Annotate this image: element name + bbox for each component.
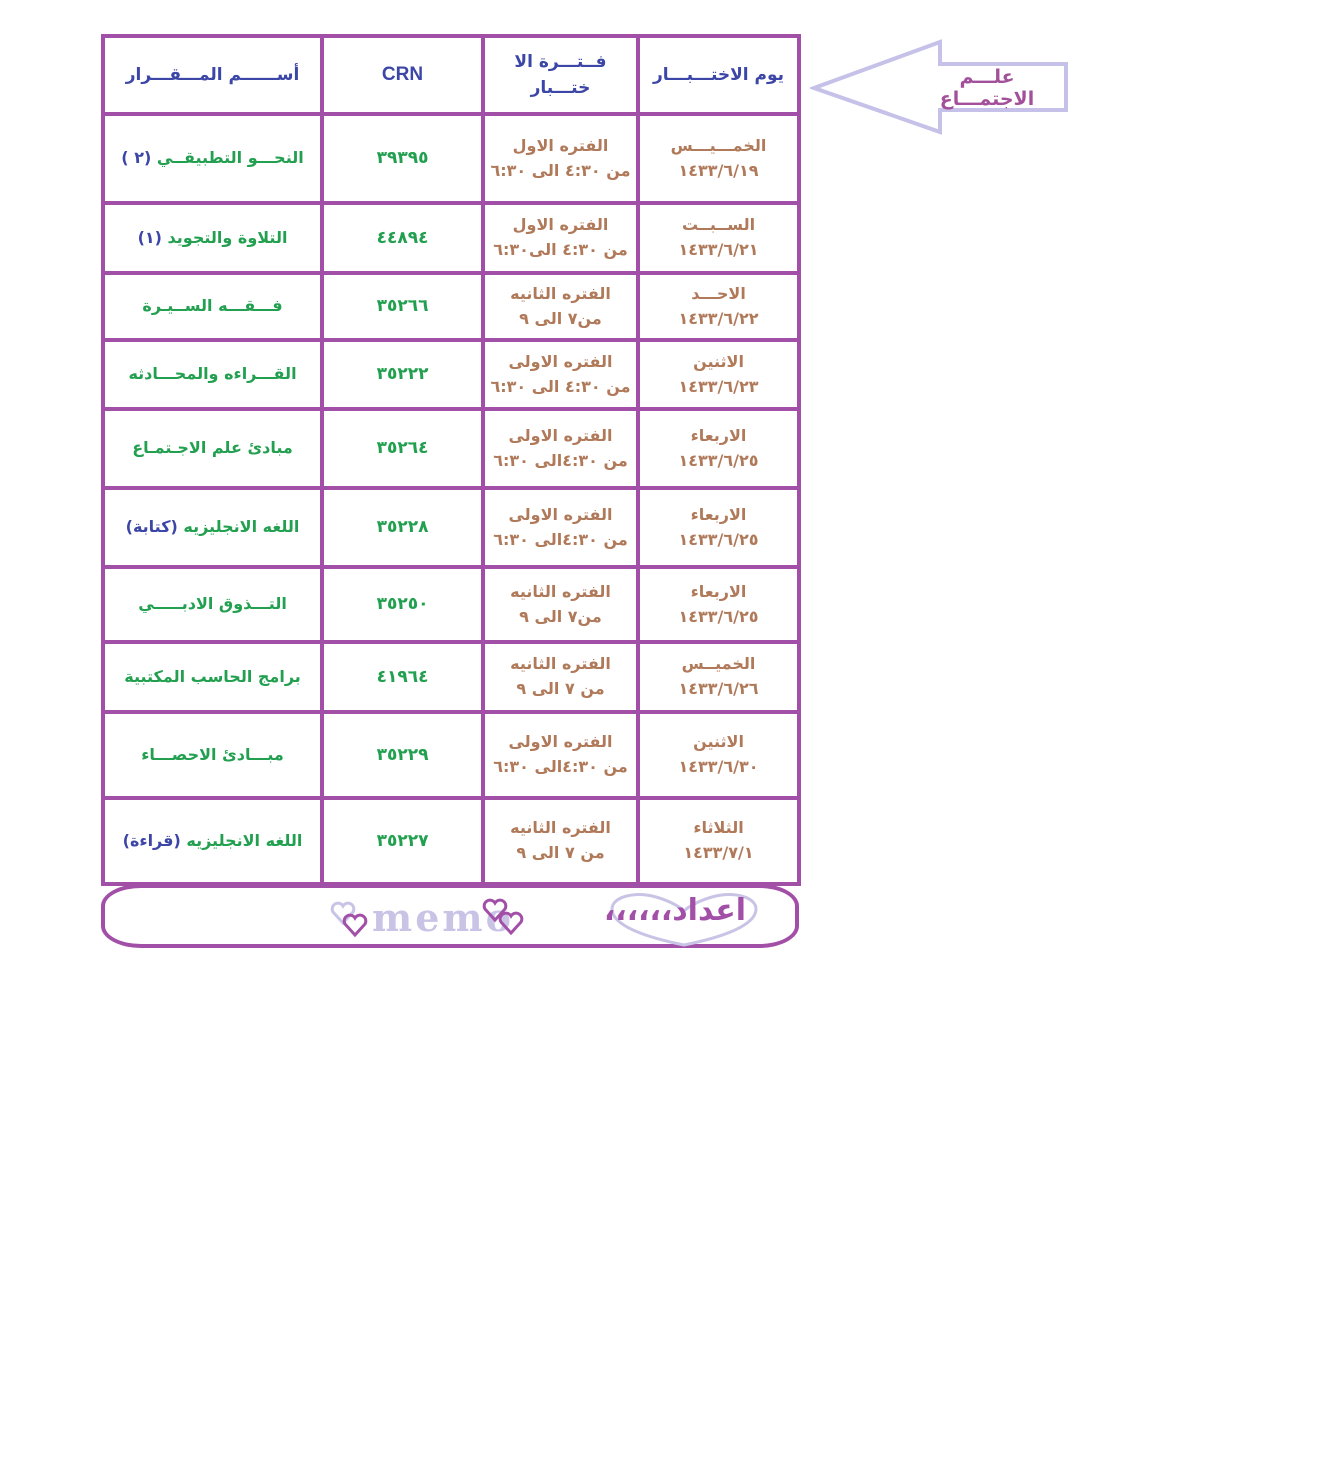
exam-time: من ٤:٣٠ الى٦:٣٠ (493, 240, 628, 259)
exam-day: الاحـــد (691, 283, 746, 303)
course-cell (105, 411, 320, 486)
course-name-line (121, 146, 303, 171)
exam-time: من ٤:٣٠ الى ٦:٣٠ (490, 376, 631, 396)
exam-day: الاثنين (693, 732, 744, 752)
exam-date: ١٤٣٣/٦/٢٢ (678, 308, 759, 328)
course-suffix: (كتابة) (125, 517, 178, 537)
course-name: اللغه الانجليزيه (183, 517, 300, 537)
course-name-line (126, 515, 300, 540)
exam-time: من٧ الى ٩ (519, 606, 602, 626)
exam-day: الســبــت (681, 215, 756, 235)
exam-period: الفتره الثانيه (510, 818, 611, 838)
exam-time: من ٤:٣٠الى ٦:٣٠ (493, 529, 628, 549)
exam-period-cell (485, 644, 636, 710)
exam-date: ١٤٣٣/٦/٢٥ (678, 450, 759, 470)
table-border-line (797, 34, 801, 886)
exam-date: ١٤٣٣/٦/٢٥ (678, 529, 759, 549)
exam-period: الفتره الاولى (508, 425, 613, 445)
course-name-line (138, 592, 287, 617)
exam-time: من ٤:٣٠الى ٦:٣٠ (493, 757, 628, 776)
course-cell (105, 490, 320, 565)
course-name: برامج الحاسب المكتبية (124, 666, 301, 686)
exam-date: ١٤٣٣/٦/٢٣ (678, 376, 759, 396)
exam-time: من ٤:٣٠الى ٦:٣٠ (493, 450, 628, 470)
course-name: فـــقـــه الســيـرة (142, 296, 283, 316)
exam-day-cell (640, 275, 797, 338)
exam-day-cell (640, 800, 797, 882)
course-name-line (123, 829, 303, 854)
exam-period-cell (485, 411, 636, 486)
course-cell (105, 205, 320, 271)
exam-period: الفتره الثانيه (510, 283, 611, 303)
exam-date: ١٤٣٣/٧/١ (683, 843, 754, 862)
exam-period-cell (485, 205, 636, 271)
exam-time: من ٤:٣٠ الى ٦:٣٠ (490, 160, 631, 180)
exam-period: الفتره الاول (512, 215, 609, 235)
header-crn: CRN (381, 64, 424, 86)
exam-day: الاربعاء (690, 504, 747, 524)
exam-day: الثلاثاء (693, 818, 744, 838)
course-suffix: (٢ ) (121, 148, 152, 168)
exam-day: الاربعاء (690, 425, 747, 445)
course-cell (105, 800, 320, 882)
crn-cell: ٣٥٢٦٦ (376, 296, 429, 317)
exam-period: الفتره الاول (512, 135, 609, 155)
course-cell (105, 644, 320, 710)
header-period: فــتـــرة الا ختـــبار (514, 51, 607, 98)
course-name-line (141, 743, 284, 768)
exam-period-cell (485, 800, 636, 882)
course-suffix: (١) (137, 227, 162, 247)
crn-cell: ٣٥٢٦٤ (376, 438, 429, 459)
course-name-line (128, 362, 296, 387)
exam-day-cell (640, 490, 797, 565)
exam-period-cell (485, 490, 636, 565)
exam-period: الفتره الاولى (508, 732, 613, 752)
exam-schedule-table (101, 34, 801, 886)
course-name-line (138, 226, 288, 251)
exam-day: الاربعاء (690, 581, 747, 601)
exam-day: الاثنين (693, 351, 744, 371)
crn-cell: ٣٥٢٢٧ (376, 830, 429, 851)
exam-period-cell (485, 116, 636, 201)
exam-period-cell (485, 714, 636, 796)
exam-period: الفتره الاولى (508, 351, 613, 371)
exam-period: الفتره الثانيه (510, 654, 611, 674)
exam-day-cell (640, 644, 797, 710)
course-name-line (142, 294, 282, 319)
exam-date: ١٤٣٣/٦/٢١ (678, 240, 759, 259)
exam-period-cell (485, 569, 636, 640)
heart-icon (498, 910, 524, 936)
course-name: مبادئ علم الاجـتمـاع (132, 438, 293, 458)
signature-memo: memo (372, 895, 514, 940)
exam-date: ١٤٣٣/٦/٣٠ (678, 757, 759, 776)
course-name: مبـــادئ الاحصـــاء (141, 744, 284, 764)
course-name: التـــذوق الادبـــــي (138, 594, 287, 614)
exam-period: الفتره الثانيه (510, 581, 611, 601)
exam-time: من ٧ الى ٩ (516, 843, 605, 862)
crn-cell: ٣٥٢٢٢ (376, 364, 429, 385)
crn-cell: ٣٥٢٥٠ (376, 594, 429, 615)
course-name-line (124, 665, 301, 690)
prepared-by: اعداد،،،،،، (603, 893, 747, 928)
exam-day-cell (640, 714, 797, 796)
exam-period-cell (485, 342, 636, 407)
exam-day-cell (640, 411, 797, 486)
course-name-line (132, 436, 293, 461)
exam-period-cell (485, 275, 636, 338)
exam-day-cell (640, 116, 797, 201)
exam-day-cell (640, 342, 797, 407)
exam-date: ١٤٣٣/٦/١٩ (678, 160, 759, 180)
exam-time: من٧ الى ٩ (519, 308, 602, 328)
course-name: القـــراءه والمحـــادثه (128, 364, 297, 384)
course-name: التلاوة والتجويد (167, 227, 288, 247)
exam-day-cell (640, 205, 797, 271)
exam-date: ١٤٣٣/٦/٢٥ (678, 606, 759, 626)
course-cell (105, 116, 320, 201)
course-cell (105, 714, 320, 796)
course-name: النحـــو التطبيقــي (156, 148, 304, 168)
exam-day: الخميــس (681, 654, 756, 674)
department-label: علـــم الاجتمـــاع (939, 66, 1035, 110)
exam-period: الفتره الاولى (508, 504, 613, 524)
exam-time: من ٧ الى ٩ (516, 679, 605, 698)
course-suffix: (قراءة) (122, 830, 181, 850)
crn-cell: ٣٥٢٢٩ (376, 744, 429, 765)
exam-day-cell (640, 569, 797, 640)
exam-day: الخمـــيـــس (670, 135, 767, 155)
course-name: اللغه الانجليزيه (186, 830, 303, 850)
header-course: أســــــم المـــقـــرار (125, 64, 300, 85)
exam-date: ١٤٣٣/٦/٢٦ (678, 679, 759, 698)
heart-icon (342, 912, 368, 938)
crn-cell: ٣٥٢٢٨ (376, 517, 429, 538)
course-cell (105, 275, 320, 338)
crn-cell: ٤١٩٦٤ (376, 666, 429, 687)
crn-cell: ٤٤٨٩٤ (376, 227, 429, 248)
header-day: يوم الاختـــبـــار (652, 64, 785, 85)
course-cell (105, 569, 320, 640)
crn-cell: ٣٩٣٩٥ (376, 148, 429, 169)
course-cell (105, 342, 320, 407)
